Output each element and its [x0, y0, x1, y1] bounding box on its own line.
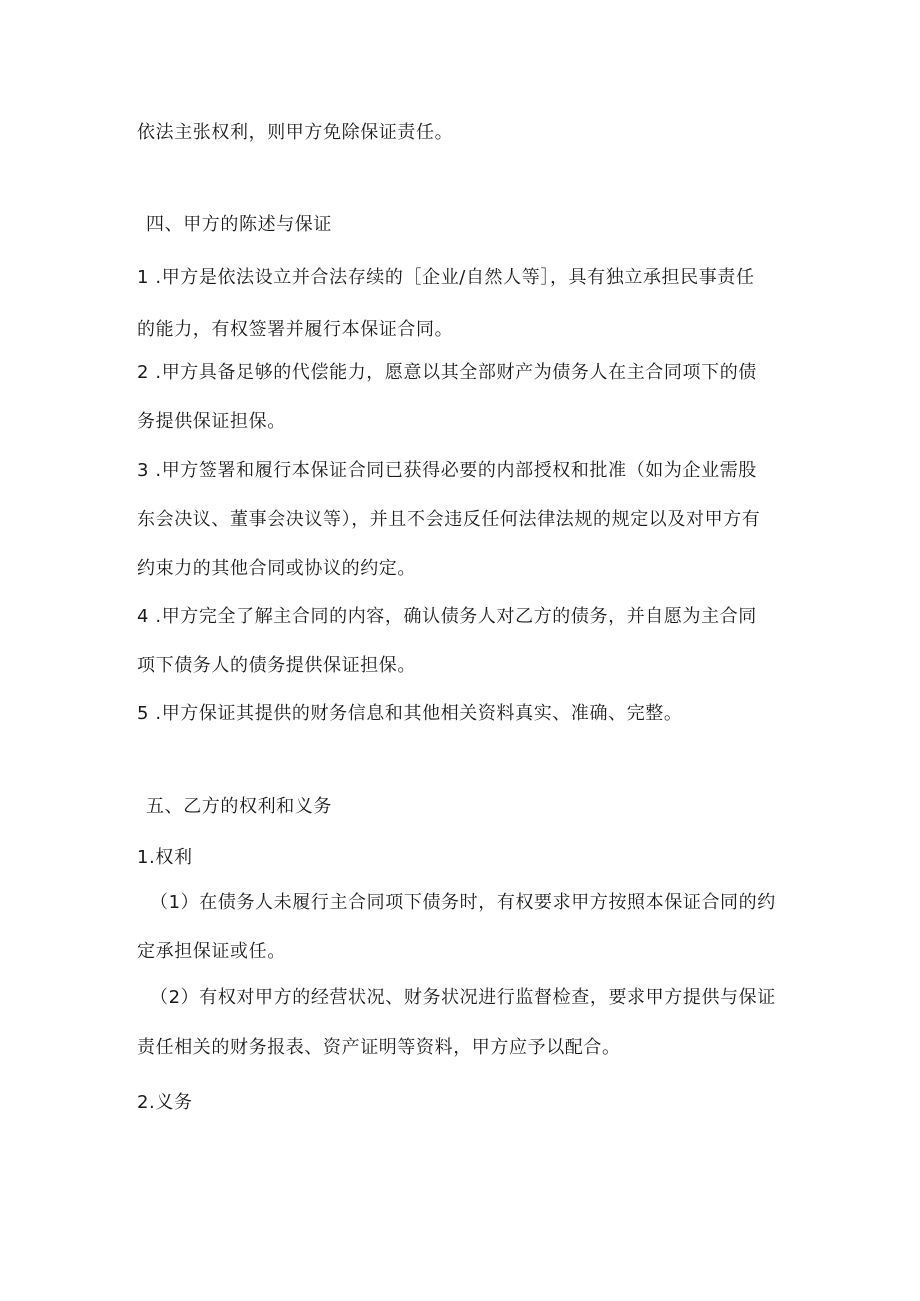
- list-item-line: 项下债务人的债务提供保证担保。: [137, 655, 416, 676]
- list-item-line: 东会决议、董事会决议等），并且不会违反任何法律法规的规定以及对甲方有: [137, 509, 761, 530]
- list-item-line: 2 .甲方具备足够的代偿能力，愿意以其全部财产为债务人在主合同项下的债: [137, 362, 757, 383]
- subsection-heading: 1.权利: [137, 847, 193, 868]
- clause-line: （2）有权对甲方的经营状况、财务状况进行监督检查，要求甲方提供与保证: [150, 987, 776, 1008]
- section-heading: 四、甲方的陈述与保证: [146, 214, 332, 235]
- list-item-line: 3 .甲方签署和履行本保证合同已获得必要的内部授权和批准（如为企业需股: [137, 460, 757, 481]
- list-item-line: 4 .甲方完全了解主合同的内容，确认债务人对乙方的债务，并自愿为主合同: [137, 606, 757, 627]
- paragraph-line: 依法主张权利，则甲方免除保证责任。: [137, 122, 454, 143]
- list-item-line: 5 .甲方保证其提供的财务信息和其他相关资料真实、准确、完整。: [137, 703, 683, 724]
- clause-line: （1）在债务人未履行主合同项下债务时，有权要求甲方按照本保证合同的约: [150, 892, 776, 913]
- subsection-heading: 2.义务: [137, 1092, 193, 1113]
- clause-line: 定承担保证或任。: [137, 941, 286, 962]
- clause-line: 责任相关的财务报表、资产证明等资料，甲方应予以配合。: [137, 1037, 621, 1058]
- list-item-line: 1 .甲方是依法设立并合法存续的［企业/自然人等］，具有独立承担民事责任: [137, 267, 755, 288]
- list-item-line: 务提供保证担保。: [137, 411, 286, 432]
- list-item-line: 约束力的其他合同或协议的约定。: [137, 558, 416, 579]
- section-heading: 五、乙方的权利和义务: [146, 796, 332, 817]
- list-item-line: 的能力，有权签署并履行本保证合同。: [137, 319, 454, 340]
